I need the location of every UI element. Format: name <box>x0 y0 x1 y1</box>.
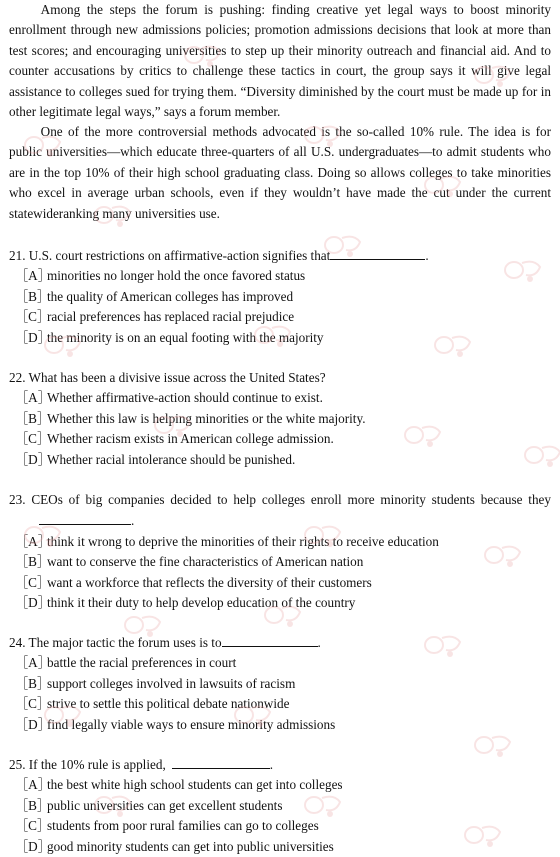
option-text: the best white high school students can get into colleges <box>47 777 343 793</box>
option-letter: ［B］ <box>15 554 51 570</box>
option-c[interactable] <box>9 573 551 593</box>
option-text: minorities no longer hold the once favored status <box>47 268 306 284</box>
option-text: public universities can get excellent students <box>47 797 283 813</box>
answer-blank <box>172 754 270 769</box>
question-stem <box>9 368 551 388</box>
question-text: CEOs of big companies decided to help colleges enroll more minority students because they <box>31 492 552 507</box>
question-text-end: . <box>317 635 321 650</box>
option-letter: ［A］ <box>15 533 51 549</box>
answer-blank <box>330 245 425 260</box>
question-text: What has been a divisive issue across the United States? <box>28 370 326 385</box>
passage-paragraph-2: One of the more controversial methods advocated is the so-called 10% rule. The idea is for public universities—which educate three-quarters of all U.S. undergraduates—to admit students who are in the top 10% of their high school graduating class. Doing so allows colleges to take minorities who excel in average urban schools, even if they wouldn’t have made the cut under the current statewideranking many universities use. <box>9 124 551 221</box>
option-letter: ［D］ <box>15 595 51 611</box>
option-text: Whether racism exists in American college admission. <box>47 431 334 447</box>
question-number: 22. <box>9 370 26 385</box>
question-21 <box>9 245 551 348</box>
option-letter: ［A］ <box>15 390 51 406</box>
option-text: Whether this law is helping minorities or the white majority. <box>47 410 366 426</box>
option-text: think it wrong to deprive the minorities of their rights to receive education <box>47 533 439 549</box>
option-b[interactable] <box>9 796 551 816</box>
option-b[interactable] <box>9 674 551 694</box>
option-letter: ［B］ <box>15 797 51 813</box>
option-a[interactable] <box>9 266 551 286</box>
option-a[interactable] <box>9 653 551 673</box>
question-text-end: . <box>131 513 135 529</box>
option-c[interactable] <box>9 816 551 836</box>
option-d[interactable] <box>9 450 551 470</box>
option-a[interactable] <box>9 532 551 552</box>
question-23 <box>9 490 551 613</box>
option-text: battle the racial preferences in court <box>47 655 237 671</box>
question-text-end: . <box>425 248 429 263</box>
option-d[interactable] <box>9 837 551 857</box>
option-text: think it their duty to help develop education of the country <box>47 595 356 611</box>
option-c[interactable] <box>9 694 551 714</box>
option-letter: ［C］ <box>15 431 51 447</box>
question-stem <box>9 632 551 653</box>
option-text: find legally viable ways to ensure minority admissions <box>47 716 336 732</box>
option-letter: ［A］ <box>15 268 51 284</box>
option-text: students from poor rural families can go to colleges <box>47 818 319 834</box>
option-letter: ［B］ <box>15 410 51 426</box>
answer-blank <box>222 632 318 647</box>
option-letter: ［D］ <box>15 329 51 345</box>
option-letter: ［D］ <box>15 716 51 732</box>
option-c[interactable] <box>9 429 551 449</box>
option-text: racial preferences has replaced racial prejudice <box>47 309 295 325</box>
option-letter: ［C］ <box>15 696 51 712</box>
option-text: good minority students can get into public universities <box>47 838 334 854</box>
option-b[interactable] <box>9 287 551 307</box>
option-text: the minority is on an equal footing with the majority <box>47 329 324 345</box>
question-text-end: . <box>269 757 274 772</box>
option-letter: ［B］ <box>15 675 51 691</box>
option-b[interactable] <box>9 409 551 429</box>
question-stem <box>9 245 551 266</box>
option-text: want to conserve the fine characteristics of American nation <box>47 554 364 570</box>
option-d[interactable] <box>9 715 551 735</box>
question-24 <box>9 632 551 735</box>
option-letter: ［C］ <box>15 818 51 834</box>
question-number: 25. <box>9 757 26 772</box>
option-d[interactable] <box>9 328 551 348</box>
option-letter: ［A］ <box>15 655 51 671</box>
option-d[interactable] <box>9 593 551 613</box>
option-letter: ［C］ <box>15 574 51 590</box>
question-22 <box>9 368 551 470</box>
question-number: 24. <box>9 635 26 650</box>
option-text: support colleges involved in lawsuits of racism <box>47 675 296 691</box>
option-letter: ［D］ <box>15 838 51 854</box>
option-a[interactable] <box>9 775 551 795</box>
option-letter: ［B］ <box>15 288 51 304</box>
option-letter: ［D］ <box>15 451 51 467</box>
option-a[interactable] <box>9 388 551 408</box>
option-text: strive to settle this political debate nationwide <box>47 696 290 712</box>
answer-blank <box>39 510 131 525</box>
option-text: Whether affirmative-action should continue to exist. <box>47 390 323 406</box>
question-text: The major tactic the forum uses is to <box>28 635 222 650</box>
question-stem <box>9 490 551 532</box>
question-text: U.S. court restrictions on affirmative-action signifies that <box>28 248 331 263</box>
passage-paragraph-1: Among the steps the forum is pushing: finding creative yet legal ways to boost minority enrollment through new admissions policies; promotion admissions decisions that look at more than test scores; and encouraging universities to step up their minority outreach and financial aid. And to counter accusations by critics to challenge these tactics in court, the group says it will give legal assistance to colleges sued for trying them. “Diversity diminished by the court must be made up for in other legitimate legal ways,” says a forum member. <box>9 2 551 120</box>
option-b[interactable] <box>9 552 551 572</box>
question-number: 21. <box>9 248 26 263</box>
option-letter: ［A］ <box>15 777 51 793</box>
question-25 <box>9 754 551 857</box>
option-text: the quality of American colleges has improved <box>47 288 294 304</box>
question-number: 23. <box>9 492 26 507</box>
option-letter: ［C］ <box>15 309 51 325</box>
option-text: Whether racial intolerance should be punished. <box>47 451 296 467</box>
question-stem <box>9 754 551 775</box>
option-text: want a workforce that reflects the diversity of their customers <box>47 574 372 590</box>
question-text: If the 10% rule is applied, <box>28 757 166 772</box>
option-c[interactable] <box>9 307 551 327</box>
